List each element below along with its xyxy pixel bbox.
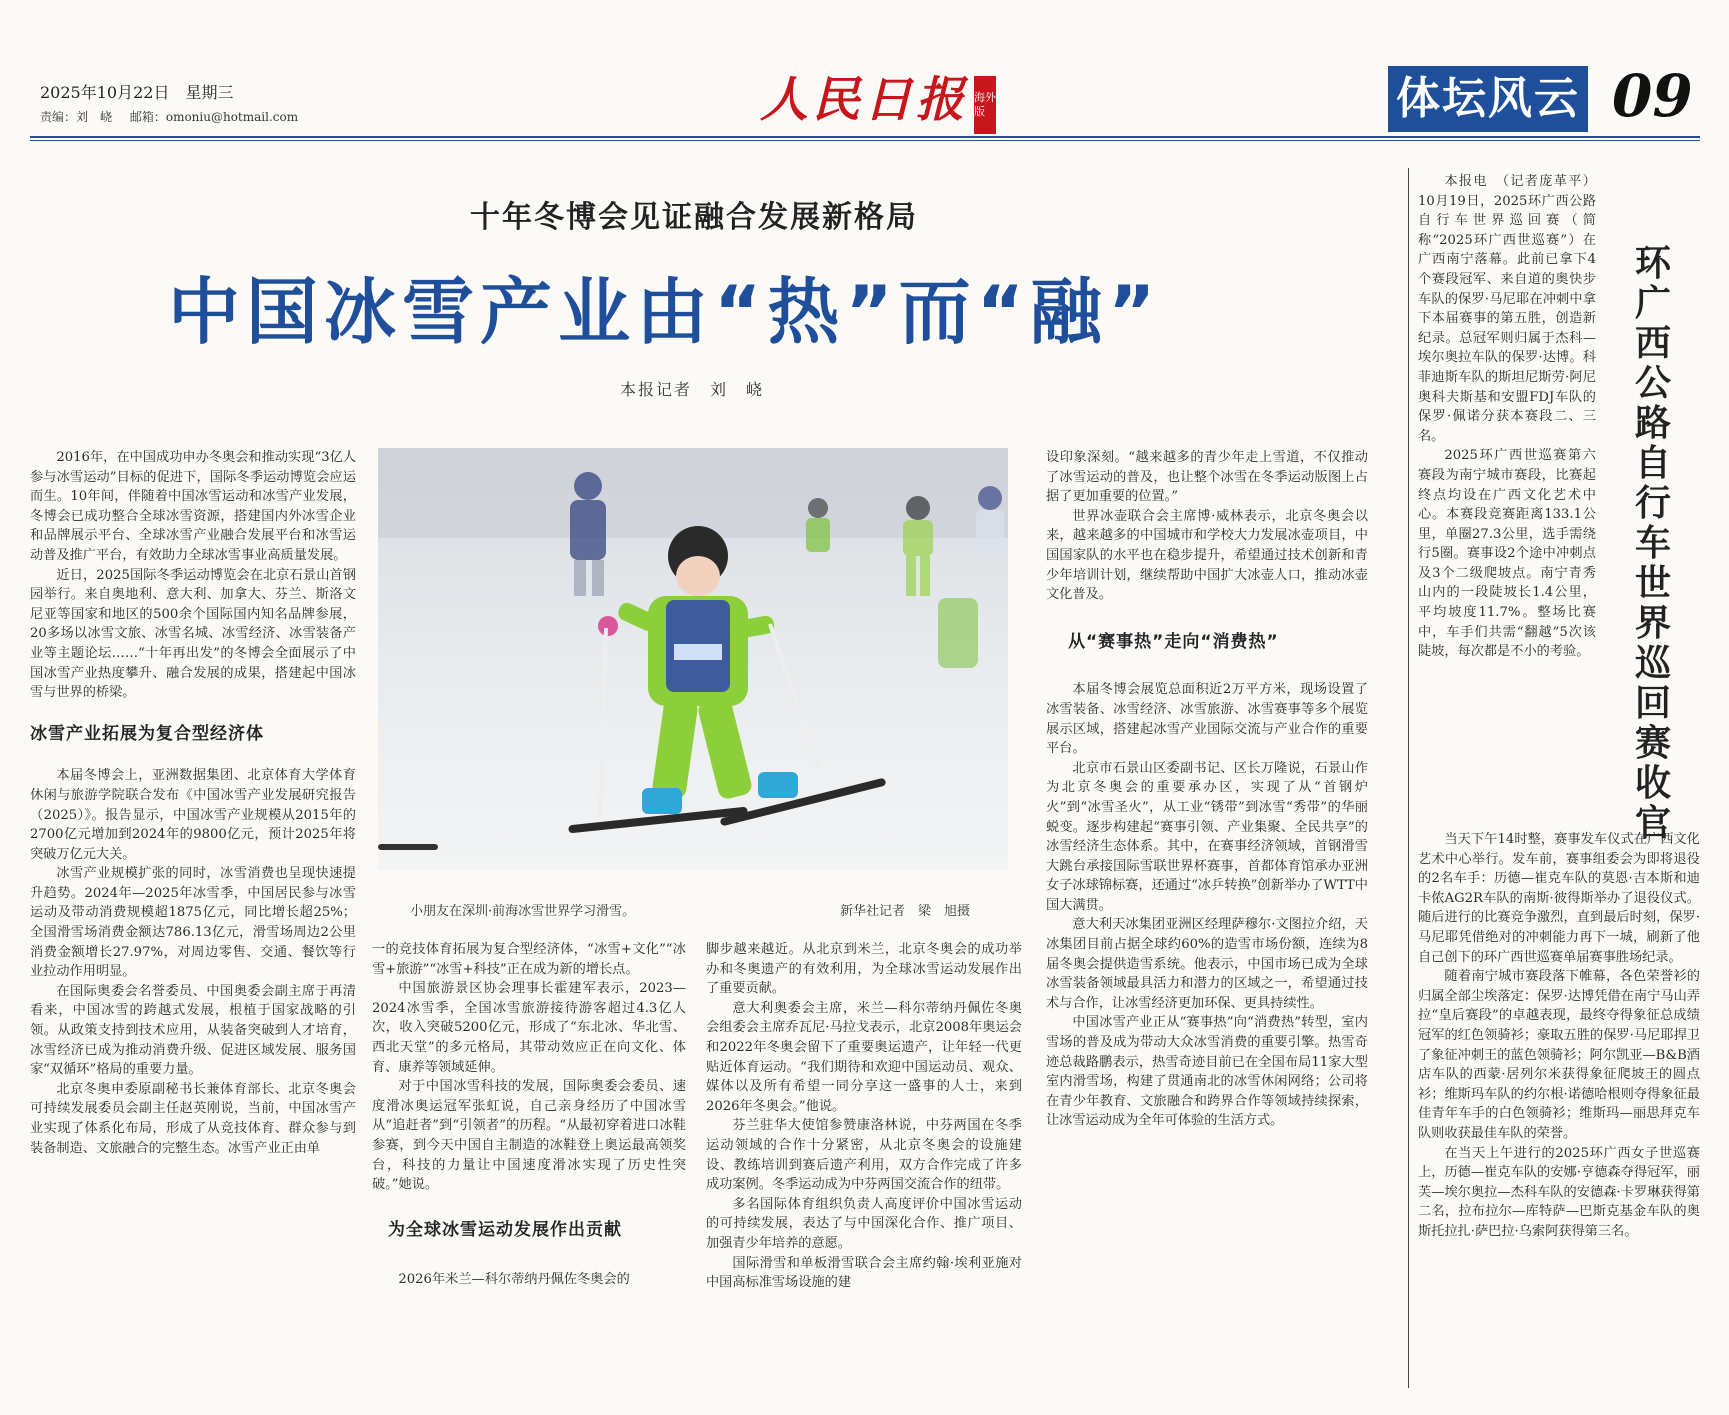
article-column-1 bbox=[30, 448, 356, 1158]
page-number: 09 bbox=[1612, 62, 1693, 130]
paragraph: 国际滑雪和单板滑雪联合会主席约翰·埃利亚施对中国高标准雪场设施的建 bbox=[706, 1255, 1022, 1291]
paragraph: 脚步越来越近。从北京到米兰，北京冬奥会的成功举办和冬奥遗产的有效利用，为全球冰雪运动发展作出了重要贡献。 bbox=[706, 942, 1022, 997]
header-rule-thin bbox=[30, 140, 1700, 141]
section-heading-industry: 冰雪产业拓展为复合型经济体 bbox=[30, 723, 264, 744]
article-column-4 bbox=[1046, 448, 1368, 1131]
paragraph: 2016年，在中国成功申办冬奥会和推动实现“3亿人参与冰雪运动”目标的促进下，国际冬季运动博览会应运而生。10年间，伴随着中国冰雪运动和冰雪产业发展，冬博会已成功整合全球冰雪资源，搭建国内外冰雪企业和品牌展示平台、全球冰雪产业融合发展平台和冰雪运动普及推广平台，有效助力全球冰雪事业高质量发展。 bbox=[30, 450, 356, 563]
paragraph: 对于中国冰雪科技的发展，国际奥委会委员、速度滑冰奥运冠军张虹说，自己亲身经历了中国冰雪从“追赶者”到“引领者”的历程。“从最初穿着进口冰鞋参赛，到今天中国自主制造的冰鞋登上奥运最高领奖台，科技的力量让中国速度滑冰实现了历史性突破。”她说。 bbox=[372, 1079, 686, 1193]
paragraph: 意大利奥委会主席，米兰—科尔蒂纳丹佩佐冬奥会组委会主席乔瓦尼·马拉戈表示，北京2008年奥运会和2022年冬奥会留下了重要奥运遗产，让年轻一代更贴近体育运动。“我们期待和欢迎中国运动员、观众、媒体以及所有希望一同分享这一盛事的人士，来到2026年冬奥会。”他说。 bbox=[706, 1000, 1022, 1114]
article-column-2 bbox=[372, 940, 686, 1290]
paragraph: 冰雪产业规模扩张的同时，冰雪消费也呈现快速提升趋势。2024年—2025年冰雪季，中国居民参与冰雪运动及带动消费规模超1875亿元，同比增长超25%；全国滑雪场消费金额达786.13亿元，滑雪场周边2公里消费金额增长27.97%，对周边零售、交通、餐饮等行业拉动作用明显。 bbox=[30, 866, 356, 980]
paragraph: 本报电 （记者庞革平）10月19日，2025环广西公路自行车世界巡回赛（简称“2025环广西世巡赛”）在广西南宁落幕。此前已拿下4个赛段冠军、来自道的奥快步车队的保罗·马尼耶在冲刺中拿下本届赛事的第五胜，创造新纪录。总冠军则归属于杰科—埃尔奥拉车队的保罗·达博。科菲迪斯车队的斯坦尼斯劳·阿尼奥科夫斯基和安盟FDJ车队的保罗·佩诺分获本赛段二、三名。 bbox=[1418, 174, 1596, 444]
editor-info bbox=[40, 108, 312, 125]
issue-date: 2025年10月22日 星期三 bbox=[40, 83, 234, 102]
skiing-child-photo bbox=[378, 448, 1008, 870]
editor-name: 责编：刘 峣 bbox=[40, 110, 113, 124]
paragraph: 中国冰雪产业正从“赛事热”向“消费热”转型，室内雪场的普及成为带动大众冰雪消费的重要引擎。热雪奇迹总裁路鹏表示，热雪奇迹目前已在全国布局11家大型室内滑雪场，构建了贯通南北的冰雪休闲网络；公司将在青少年教育、文旅融合和跨界合作等领域持续探索，让冰雪运动成为全年可体验的生活方式。 bbox=[1046, 1015, 1368, 1129]
paragraph: 多名国际体育组织负责人高度评价中国冰雪运动的可持续发展，表达了与中国深化合作、推广项目、加强青少年培养的意愿。 bbox=[706, 1196, 1022, 1251]
article-headline: 中国冰雪产业由“热”而“融” bbox=[168, 270, 1162, 354]
paragraph: 设印象深刻。“越来越多的青少年走上雪道，不仅推动了冰雪运动的普及，也让整个冰雪在冬季运动版图上占据了更加重要的位置。” bbox=[1046, 450, 1368, 505]
side-article-title: 环广西公路自行车世界巡回赛收官 bbox=[1634, 243, 1671, 844]
side-divider bbox=[1408, 168, 1409, 1388]
masthead-edition-seal bbox=[974, 76, 996, 134]
paragraph: 随着南宁城市赛段落下帷幕，各色荣誉衫的归属全部尘埃落定：保罗·达博凭借在南宁马山弄拉“皇后赛段”的卓越表现，最终夺得象征总成绩冠军的红色领骑衫；豪取五胜的保罗·马尼耶捍卫了象征冲刺王的蓝色领骑衫；阿尔凯亚—B&B酒店车队的西蒙·居列尔米获得象征爬坡王的圆点衫；维斯玛车队的约尔根·诺德哈根则夺得象征最佳青年车手的白色领骑衫；维斯玛—丽思拜克车队则收获最佳车队的荣誉。 bbox=[1418, 969, 1700, 1141]
paragraph: 北京市石景山区委副书记、区长万隆说，石景山作为北京冬奥会的重要承办区，实现了从“首钢炉火”到“冰雪圣火”，从工业“锈带”到冰雪“秀带”的华丽蜕变。逐步构建起“赛事引领、产业集聚、全民共享”的冰雪经济生态体系。其中，在赛事经济领域，首钢滑雪大跳台承接国际雪联世界杯赛事，首都体育馆承办亚洲女子冰球锦标赛，还通过“冰乒转换”创新举办了WTT中国大满贯。 bbox=[1046, 760, 1368, 913]
paragraph: 在国际奥委会名誉委员、中国奥委会副主席于再清看来，中国冰雪的跨越式发展，根植于国家战略的引领。从政策支持到技术应用，从装备突破到人才培育，冰雪经济已成为推动消费升级、促进区域发展、服务国家“双循环”格局的重要力量。 bbox=[30, 983, 356, 1078]
paragraph: 北京冬奥申委原副秘书长兼体育部长、北京冬奥会可持续发展委员会副主任赵英刚说，当前，中国冰雪产业实现了体系化布局，形成了从竞技体育、群众参与到装备制造、文旅融合的完整生态。冰雪产业正由单 bbox=[30, 1081, 356, 1156]
side-article-bottom bbox=[1418, 830, 1700, 1241]
paragraph: 2026年米兰—科尔蒂纳丹佩佐冬奥会的 bbox=[398, 1272, 630, 1288]
editor-email: 邮箱：omoniu@hotmail.com bbox=[129, 110, 299, 124]
masthead-edition: 海外版 bbox=[974, 91, 997, 118]
header-rule bbox=[30, 136, 1700, 138]
paragraph: 本届冬博会上，亚洲数据集团、北京体育大学体育休闲与旅游学院联合发布《中国冰雪产业发展研究报告（2025）》。报告显示，中国冰雪产业规模从2015年的2700亿元增加到2024年的9800亿元，预计2025年将突破万亿元大关。 bbox=[30, 768, 356, 862]
paragraph: 世界冰壶联合会主席博·威林表示，北京冬奥会以来，越来越多的中国城市和学校大力发展冰壶项目，中国国家队的水平也在稳步提升，希望通过技术创新和青少年培训计划，继续帮助中国扩大冰壶人口，推动冰壶文化普及。 bbox=[1046, 508, 1368, 603]
section-heading-consumption: 从“赛事热”走向“消费热” bbox=[1068, 631, 1279, 652]
article-subhead: 十年冬博会见证融合发展新格局 bbox=[470, 200, 918, 235]
section-title: 体坛风云 bbox=[1388, 66, 1588, 132]
paragraph: 意大利天冰集团亚洲区经理萨穆尔·文图拉介绍，天冰集团目前占据全球约60%的造雪市场份额，连续为8届冬奥会提供造雪系统。他表示，中国市场已成为全球冰雪装备领域最具活力和潜力的区域之一，希望通过技术与合作，让冰雪经济更加环保、更具持续性。 bbox=[1046, 917, 1368, 1011]
paragraph: 2025环广西世巡赛第六赛段为南宁城市赛段，比赛起终点均设在广西文化艺术中心。本赛段竞赛距离133.1公里，单圈27.3公里，选手需绕行5圈。赛事设2个途中冲刺点及3个二级爬坡点。南宁青秀山内的一段陡坡长1.4公里，平均坡度11.7%。整场比赛中，车手们共需“翻越”5次该陡坡，每次都是不小的考验。 bbox=[1418, 448, 1596, 660]
photo-caption: 小朋友在深圳·前海冰雪世界学习滑雪。 bbox=[410, 904, 636, 919]
photo-credit: 新华社记者 梁 旭摄 bbox=[840, 904, 971, 919]
paragraph: 近日，2025国际冬季运动博览会在北京石景山首钢园举行。来自奥地利、意大利、加拿大、芬兰、斯洛文尼亚等国家和地区的500余个国际国内知名品牌参展，20多场以冰雪文旅、冰雪名城、冰雪经济、冰雪装备产业等主题论坛……“十年再出发”的冬博会全面展示了中国冰雪产业热度攀升、融合发展的成果，搭建起中国冰雪与世界的桥梁。 bbox=[30, 567, 356, 701]
paragraph: 在当天上午进行的2025环广西女子世巡赛上，历德—崔克车队的安娜·亨德森夺得冠军，丽芙—埃尔奥拉—杰科车队的安德森·卡罗琳获得第二名，拉布拉尔—库特萨—巴斯克基金车队的奥斯托拉扎·萨巴拉·乌索阿获得第三名。 bbox=[1418, 1145, 1700, 1239]
paragraph: 芬兰驻华大使馆参赞康洛林说，中芬两国在冬季运动领域的合作十分紧密，从北京冬奥会的设施建设、教练培训到赛后遗产利用，双方合作完成了许多成功案例。冬季运动成为中芬两国交流合作的纽带。 bbox=[706, 1118, 1022, 1193]
article-photo bbox=[378, 448, 1008, 870]
paragraph: 中国旅游景区协会理事长霍建军表示，2023—2024冰雪季，全国冰雪旅游接待游客超过4.3亿人次，收入突破5200亿元，形成了“东北冰、华北雪、西北天堂”的多元格局，其带动效应正在向文化、体育、康养等领域延伸。 bbox=[372, 981, 686, 1075]
masthead-logo: 人民日报 bbox=[760, 72, 969, 128]
paragraph: 本届冬博会展览总面积近2万平方米，现场设置了冰雪装备、冰雪经济、冰雪旅游、冰雪赛事等多个展览展示区域，搭建起冰雪产业国际交流与产业合作的重要平台。 bbox=[1046, 682, 1368, 757]
article-byline: 本报记者 刘 峣 bbox=[620, 380, 765, 399]
paragraph: 一的竞技体育拓展为复合型经济体，“冰雪+文化”“冰雪+旅游”“冰雪+科技”正在成为新的增长点。 bbox=[372, 942, 686, 977]
section-heading-contribution: 为全球冰雪运动发展作出贡献 bbox=[388, 1219, 622, 1240]
masthead bbox=[760, 70, 996, 140]
article-column-3 bbox=[706, 940, 1022, 1293]
side-article-top bbox=[1418, 172, 1596, 812]
paragraph: 当天下午14时整，赛事发车仪式在广西文化艺术中心举行。发车前，赛事组委会为即将退役的2名车手：历德—崔克车队的莫恩·吉本斯和迪卡侬AG2R车队的南斯·彼得斯举办了退役仪式。随后进行的比赛竞争激烈，直到最后时刻，保罗·马尼耶凭借绝对的冲刺能力再下一城，刷新了他自己创下的环广西世巡赛单届赛事胜场纪录。 bbox=[1418, 832, 1700, 965]
